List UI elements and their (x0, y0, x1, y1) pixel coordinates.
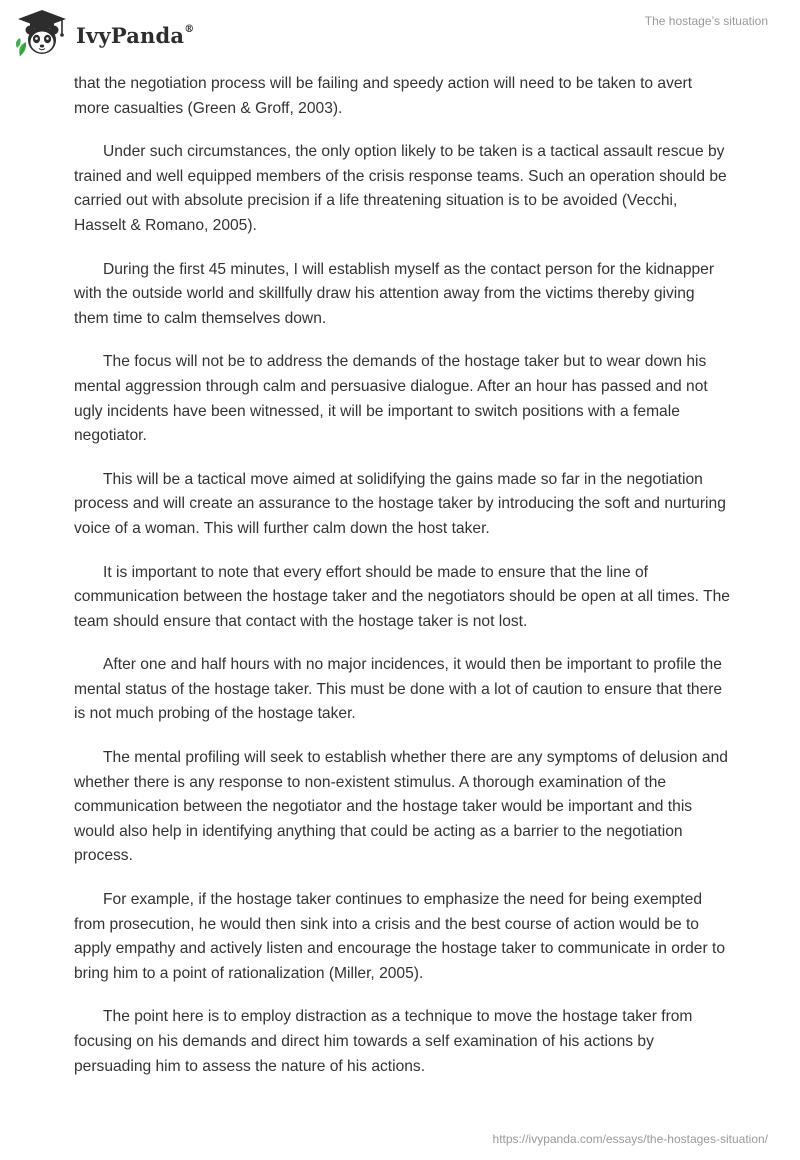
paragraph: It is important to note that every effort should be made to ensure that the line of communication between the hostage taker and the negotiators should be open at all times. The team should ensure that contact with the hostage taker is not lost. (74, 563, 730, 630)
paragraph: Under such circumstances, the only option likely to be taken is a tactical assault rescue by trained and well equipped members of the crisis response teams. Such an operation should be carried out with absolute precision if a life threatening situation is to be avoided (Vecchi, Hasselt & Romano, 2005). (74, 143, 727, 234)
paragraph: The mental profiling will seek to establish whether there are any symptoms of delusion and whether there is any response to non-existent stimulus. A thorough examination of the communication between the negotiator and the hostage taker would be important and this would also help in identifying anything that could be acting as a barrier to the negotiation process. (74, 749, 728, 865)
paragraph: The point here is to employ distraction as a technique to move the hostage taker from focusing on his demands and direct him towards a self examination of his actions by persuading him to assess the nature of his actions. (74, 1008, 693, 1075)
paragraph: The focus will not be to address the demands of the hostage taker but to wear down his mental aggression through calm and persuasive dialogue. After an hour has passed and not ugly incidents have been witnessed, it will be important to switch positions with a female negotiator. (74, 353, 708, 445)
brand-name: IvyPanda® (76, 22, 195, 48)
essay-body (74, 72, 730, 1098)
paragraph: During the first 45 minutes, I will establish myself as the contact person for the kidnapper with the outside world and skillfully draw his attention away from the victims thereby giving them time to calm themselves down. (74, 260, 715, 327)
panda-graduate-icon (14, 8, 70, 60)
ivypanda-logo[interactable] (14, 8, 194, 60)
document-title: The hostage’s situation (644, 14, 768, 28)
page-header (0, 0, 800, 70)
paragraph: After one and half hours with no major incidences, it would then be important to profile the mental status of the hostage taker. This must be done with a lot of caution to ensure that there is not much probing of the hostage taker. (74, 656, 723, 723)
paragraph: For example, if the hostage taker continues to emphasize the need for being exempted from prosecution, he would then sink into a crisis and the best course of action would be to apply empathy and actively listen and encourage the hostage taker to communicate in order to bring him to a point of rationalization (Miller, 2005). (74, 891, 725, 982)
paragraph: This will be a tactical move aimed at solidifying the gains made so far in the negotiation process and will create an assurance to the hostage taker by introducing the soft and nurturing voice of a woman. This will further calm down the host taker. (74, 470, 726, 537)
paragraph: that the negotiation process will be failing and speedy action will need to be taken to avert more casualties (Green & Groff, 2003). (74, 75, 693, 117)
source-url-link[interactable]: https://ivypanda.com/essays/the-hostages-situation/ (492, 1132, 768, 1146)
